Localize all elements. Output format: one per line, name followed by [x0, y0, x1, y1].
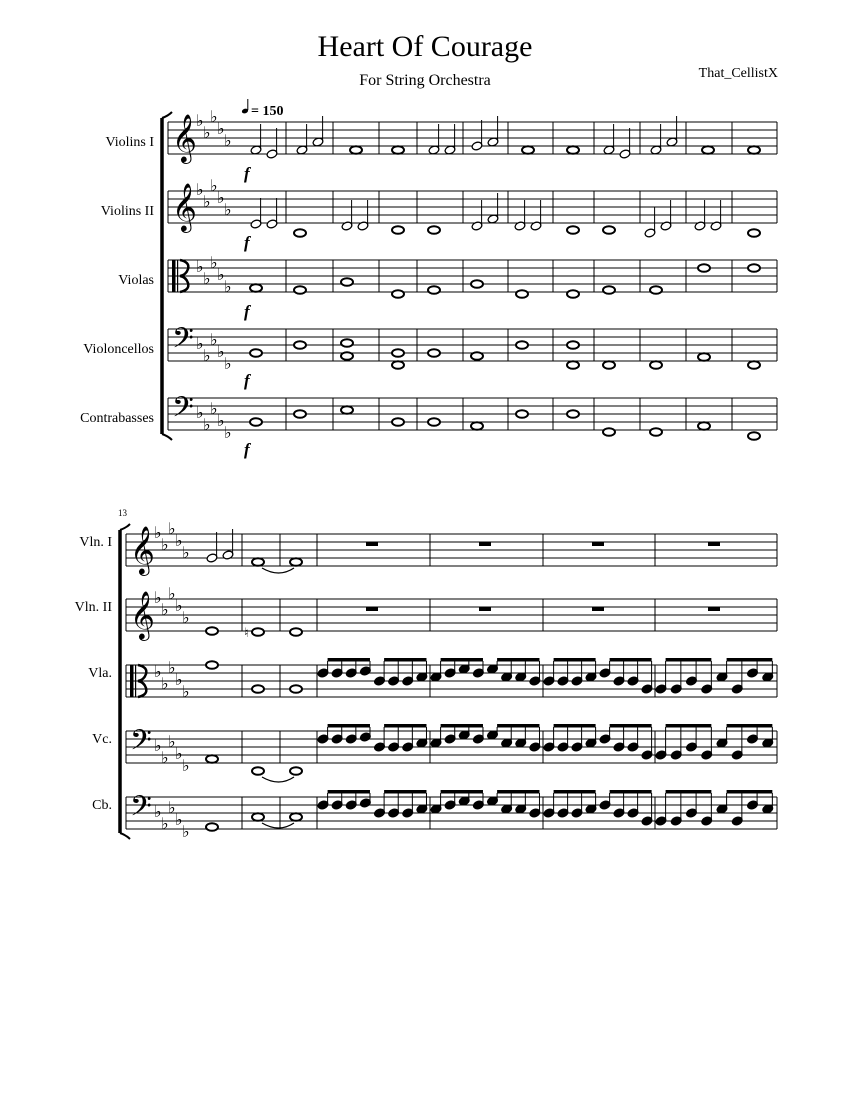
flat-icon: ♭	[210, 176, 218, 195]
flat-icon: ♭	[168, 798, 176, 817]
system-bracket	[162, 434, 172, 440]
beam	[610, 658, 652, 662]
flat-icon: ♭	[224, 131, 232, 150]
flat-icon: ♭	[210, 399, 218, 418]
system1-labels	[80, 135, 154, 426]
flat-icon: ♭	[154, 802, 162, 821]
whole-note	[698, 422, 710, 430]
flat-icon: ♭	[175, 810, 183, 829]
flat-icon: ♭	[217, 119, 225, 138]
score-title: Heart Of Courage	[317, 30, 533, 63]
whole-note	[748, 264, 760, 272]
flat-icon: ♭	[217, 188, 225, 207]
flat-icon: ♭	[175, 531, 183, 550]
whole-note	[294, 410, 306, 418]
natural-icon: ♮	[244, 626, 249, 641]
flat-icon: ♭	[203, 346, 211, 365]
whole-note	[392, 290, 404, 298]
dynamic-marking: f	[244, 164, 250, 183]
whole-rest-icon	[592, 607, 604, 611]
whole-note	[567, 341, 579, 349]
flat-icon: ♭	[154, 588, 162, 607]
whole-note	[650, 361, 662, 369]
flat-icon: ♭	[224, 423, 232, 442]
bass-clef-icon: 𝄢	[130, 790, 152, 830]
whole-note	[206, 755, 218, 763]
flat-icon: ♭	[154, 736, 162, 755]
dynamic-marking: f	[244, 302, 250, 321]
whole-note	[206, 627, 218, 635]
treble-clef-icon: 𝄞	[172, 182, 197, 231]
whole-note	[603, 428, 615, 436]
tie	[262, 777, 294, 782]
beam	[328, 724, 370, 728]
whole-note	[567, 361, 579, 369]
flat-icon: ♭	[196, 403, 204, 422]
whole-note	[252, 628, 264, 636]
beam	[666, 724, 712, 728]
whole-note	[516, 341, 528, 349]
beam	[610, 790, 652, 794]
bass-clef-icon: 𝄢	[172, 391, 194, 431]
flat-icon: ♭	[224, 277, 232, 296]
whole-note	[471, 422, 483, 430]
whole-note	[392, 146, 404, 154]
instrument-label: Contrabasses	[80, 411, 154, 426]
flat-icon: ♭	[182, 682, 190, 701]
alto-clef-icon	[172, 260, 176, 292]
whole-note	[206, 823, 218, 831]
whole-note	[392, 361, 404, 369]
whole-note	[252, 685, 264, 693]
composer-name: That_CellistX	[698, 66, 778, 81]
beam	[384, 790, 426, 794]
whole-note	[522, 146, 534, 154]
whole-rest-icon	[479, 542, 491, 546]
flat-icon: ♭	[175, 670, 183, 689]
flat-icon: ♭	[210, 253, 218, 272]
beam	[384, 658, 426, 662]
whole-rest-icon	[366, 542, 378, 546]
flat-icon: ♭	[161, 748, 169, 767]
beam	[727, 790, 773, 794]
whole-note	[650, 428, 662, 436]
music-notation	[120, 107, 777, 841]
measure-number: 13	[118, 508, 127, 518]
flat-icon: ♭	[203, 415, 211, 434]
whole-note	[250, 284, 262, 292]
whole-note	[698, 264, 710, 272]
treble-clef-icon: 𝄞	[130, 525, 155, 574]
flat-icon: ♭	[224, 354, 232, 373]
beam	[328, 658, 370, 662]
beam	[441, 790, 483, 794]
beam	[441, 658, 483, 662]
beam	[441, 724, 483, 728]
flat-icon: ♭	[161, 600, 169, 619]
whole-note	[341, 352, 353, 360]
beam	[497, 658, 539, 662]
whole-note	[294, 229, 306, 237]
beam	[554, 658, 596, 662]
whole-note	[341, 339, 353, 347]
flat-icon: ♭	[196, 180, 204, 199]
tempo-marking	[241, 99, 283, 119]
treble-clef-icon: 𝄞	[130, 590, 155, 639]
flat-icon: ♭	[168, 584, 176, 603]
whole-rest-icon	[366, 607, 378, 611]
whole-note	[206, 661, 218, 669]
whole-note	[748, 432, 760, 440]
whole-note	[290, 628, 302, 636]
whole-note	[748, 146, 760, 154]
whole-note	[294, 286, 306, 294]
whole-note	[290, 685, 302, 693]
tie	[262, 823, 294, 828]
whole-note	[567, 226, 579, 234]
flat-icon: ♭	[203, 123, 211, 142]
flat-icon: ♭	[196, 257, 204, 276]
flat-icon: ♭	[168, 658, 176, 677]
whole-note	[350, 146, 362, 154]
treble-clef-icon: 𝄞	[172, 113, 197, 162]
system-bracket	[120, 524, 130, 530]
dynamic-marking: f	[244, 371, 250, 390]
whole-note	[748, 229, 760, 237]
instrument-label: Vc.	[92, 732, 112, 747]
whole-note	[250, 418, 262, 426]
whole-note	[252, 558, 264, 566]
whole-note	[290, 767, 302, 775]
whole-note	[516, 410, 528, 418]
tempo-text: = 150	[251, 104, 284, 119]
whole-note	[428, 349, 440, 357]
whole-note	[290, 813, 302, 821]
flat-icon: ♭	[203, 192, 211, 211]
whole-note	[290, 558, 302, 566]
flat-icon: ♭	[168, 732, 176, 751]
whole-note	[341, 406, 353, 414]
whole-note	[250, 349, 262, 357]
whole-note	[471, 352, 483, 360]
beam	[497, 724, 539, 728]
instrument-label: Violins II	[100, 204, 154, 219]
whole-note	[702, 146, 714, 154]
beam	[610, 724, 652, 728]
flat-icon: ♭	[182, 822, 190, 841]
flat-icon: ♭	[196, 334, 204, 353]
flat-icon: ♭	[175, 596, 183, 615]
flat-icon: ♭	[175, 744, 183, 763]
beam	[328, 790, 370, 794]
beam	[666, 658, 712, 662]
whole-note	[392, 418, 404, 426]
flat-icon: ♭	[161, 674, 169, 693]
whole-note	[392, 226, 404, 234]
flat-icon: ♭	[217, 265, 225, 284]
flat-icon: ♭	[203, 269, 211, 288]
whole-rest-icon	[592, 542, 604, 546]
flat-icon: ♭	[224, 200, 232, 219]
beam	[384, 724, 426, 728]
whole-note	[516, 290, 528, 298]
instrument-label: Vln. I	[79, 535, 112, 550]
whole-note	[603, 361, 615, 369]
flat-icon: ♭	[196, 111, 204, 130]
flat-icon: ♭	[161, 535, 169, 554]
instrument-label: Violas	[118, 273, 154, 288]
beam	[666, 790, 712, 794]
whole-note	[294, 341, 306, 349]
whole-note	[567, 290, 579, 298]
whole-note	[748, 361, 760, 369]
alto-clef-icon	[130, 665, 134, 697]
whole-note	[428, 286, 440, 294]
flat-icon: ♭	[210, 107, 218, 126]
whole-note	[650, 286, 662, 294]
whole-note	[471, 280, 483, 288]
system-bracket	[120, 833, 130, 839]
flat-icon: ♭	[217, 342, 225, 361]
flat-icon: ♭	[168, 519, 176, 538]
whole-note	[428, 418, 440, 426]
flat-icon: ♭	[182, 543, 190, 562]
flat-icon: ♭	[154, 662, 162, 681]
whole-note	[603, 226, 615, 234]
whole-note	[698, 353, 710, 361]
flat-icon: ♭	[182, 756, 190, 775]
alto-clef-icon	[135, 665, 136, 697]
tie	[262, 568, 294, 573]
instrument-label: Vla.	[88, 666, 112, 681]
instrument-label: Cb.	[92, 798, 112, 813]
flat-icon: ♭	[217, 411, 225, 430]
beam	[727, 724, 773, 728]
dynamic-marking: f	[244, 233, 250, 252]
flat-icon: ♭	[210, 330, 218, 349]
whole-rest-icon	[708, 607, 720, 611]
system-bracket	[162, 112, 172, 118]
flat-icon: ♭	[182, 608, 190, 627]
whole-note	[567, 146, 579, 154]
whole-note	[252, 767, 264, 775]
bass-clef-icon: 𝄢	[172, 322, 194, 362]
beam	[554, 724, 596, 728]
whole-note	[603, 286, 615, 294]
whole-note	[392, 349, 404, 357]
dynamic-marking: f	[244, 440, 250, 459]
whole-note	[428, 226, 440, 234]
dynamics	[244, 164, 252, 459]
whole-note	[567, 410, 579, 418]
flat-icon: ♭	[161, 814, 169, 833]
instrument-label: Violins I	[105, 135, 154, 150]
flat-icon: ♭	[154, 523, 162, 542]
instrument-label: Vln. II	[74, 600, 112, 615]
score-subtitle: For String Orchestra	[359, 72, 491, 89]
whole-note	[341, 278, 353, 286]
whole-rest-icon	[708, 542, 720, 546]
bass-clef-icon: 𝄢	[130, 724, 152, 764]
instrument-label: Violoncellos	[83, 342, 154, 357]
beam	[554, 790, 596, 794]
beam	[727, 658, 773, 662]
whole-rest-icon	[479, 607, 491, 611]
beam	[497, 790, 539, 794]
whole-note	[252, 813, 264, 821]
alto-clef-icon	[177, 260, 178, 292]
